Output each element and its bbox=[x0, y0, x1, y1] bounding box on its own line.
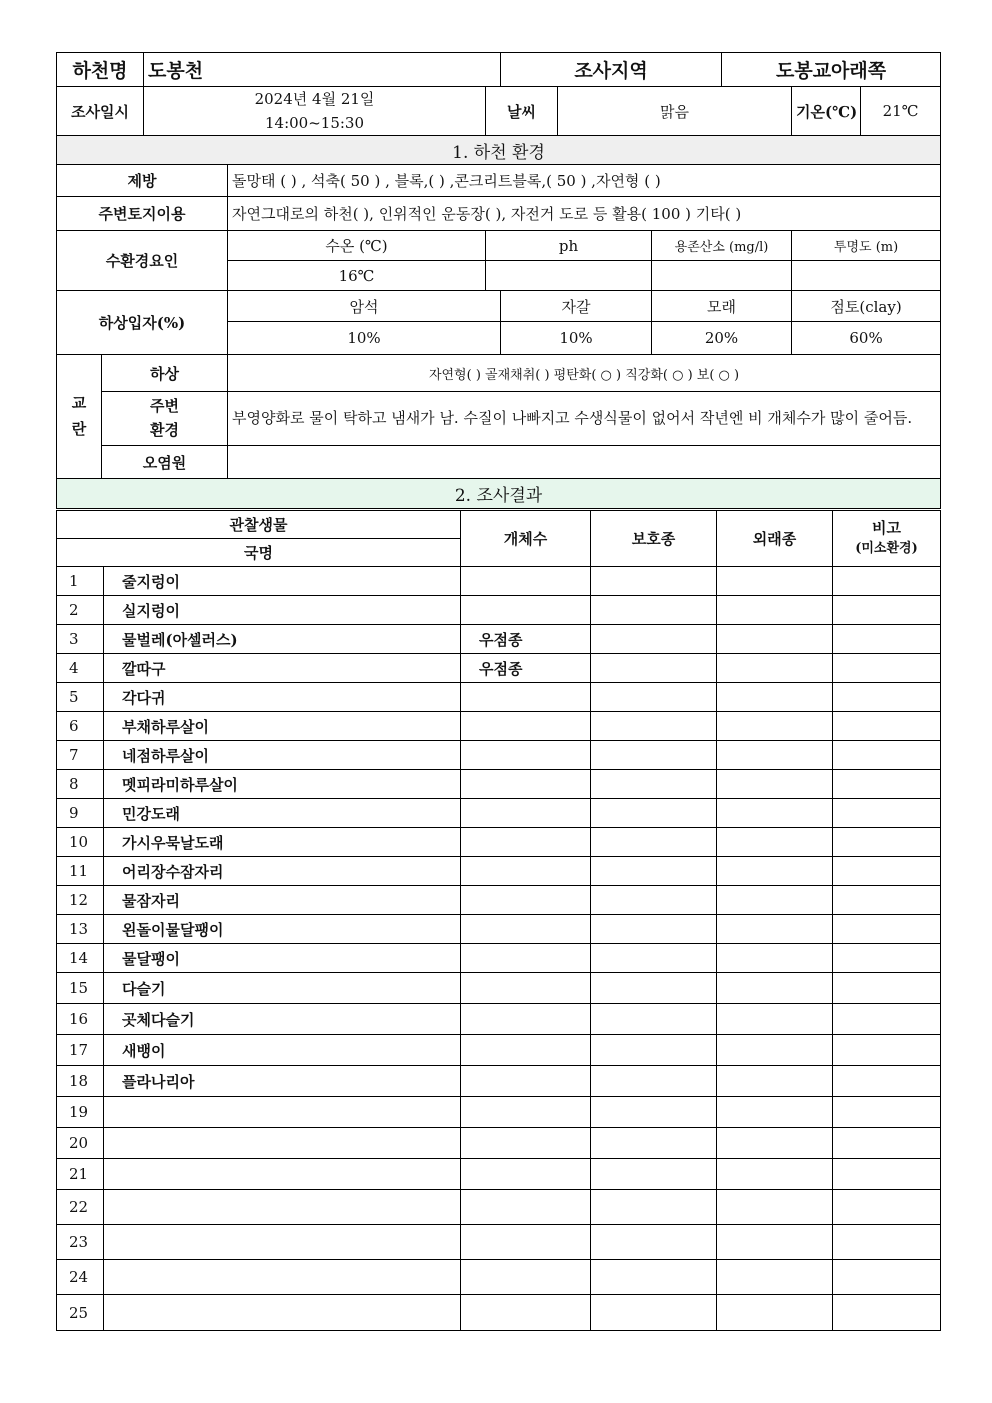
weather-value: 맑음 bbox=[558, 87, 792, 136]
weather-label: 날씨 bbox=[486, 87, 558, 136]
protected-cell bbox=[591, 683, 717, 712]
species-name bbox=[104, 1225, 461, 1260]
alien-species-header: 외래종 bbox=[717, 511, 833, 567]
species-name: 민강도래 bbox=[104, 799, 461, 828]
protected-cell bbox=[591, 596, 717, 625]
note-cell bbox=[833, 567, 941, 596]
protected-species-header: 보호종 bbox=[591, 511, 717, 567]
water-factors-label: 수환경요인 bbox=[57, 231, 228, 291]
species-name bbox=[104, 1159, 461, 1190]
row-number: 24 bbox=[57, 1260, 104, 1295]
note-cell bbox=[833, 973, 941, 1004]
note-cell bbox=[833, 799, 941, 828]
table-row bbox=[57, 799, 941, 828]
alien-cell bbox=[717, 1035, 833, 1066]
note-cell bbox=[833, 1295, 941, 1331]
land-use-value: 자연그대로의 하천( ), 인위적인 운동장( ), 자전거 도로 등 활용( 100 ) 기타( ) bbox=[228, 197, 941, 231]
protected-cell bbox=[591, 1004, 717, 1035]
note-cell bbox=[833, 1225, 941, 1260]
alien-cell bbox=[717, 944, 833, 973]
note-cell bbox=[833, 1128, 941, 1159]
note-header-title: 비고 bbox=[872, 519, 901, 538]
alien-cell bbox=[717, 567, 833, 596]
surroundings-label-line2: 환경 bbox=[150, 420, 179, 439]
survey-date-label: 조사일시 bbox=[57, 87, 144, 136]
alien-cell bbox=[717, 1066, 833, 1097]
count-cell: 우점종 bbox=[461, 625, 591, 654]
surroundings-value: 부영양화로 물이 탁하고 냄새가 남. 수질이 나빠지고 수생식물이 없어서 작년엔 비 개체수가 많이 줄어듬. bbox=[228, 392, 941, 446]
protected-cell bbox=[591, 944, 717, 973]
ph-header: ph bbox=[486, 231, 652, 261]
row-number: 21 bbox=[57, 1159, 104, 1190]
count-cell bbox=[461, 799, 591, 828]
row-number: 7 bbox=[57, 741, 104, 770]
dissolved-oxygen-value bbox=[652, 261, 792, 291]
count-cell bbox=[461, 1097, 591, 1128]
row-number: 9 bbox=[57, 799, 104, 828]
note-cell bbox=[833, 857, 941, 886]
transparency-value bbox=[792, 261, 941, 291]
protected-cell bbox=[591, 1159, 717, 1190]
species-name: 왼돌이물달팽이 bbox=[104, 915, 461, 944]
count-cell: 우점종 bbox=[461, 654, 591, 683]
survey-area-label: 조사지역 bbox=[501, 53, 722, 87]
species-name: 물달팽이 bbox=[104, 944, 461, 973]
table-row bbox=[57, 1004, 941, 1035]
note-cell bbox=[833, 625, 941, 654]
dissolved-oxygen-header: 용존산소 (mg/l) bbox=[652, 231, 792, 261]
species-name: 새뱅이 bbox=[104, 1035, 461, 1066]
protected-cell bbox=[591, 567, 717, 596]
note-cell bbox=[833, 828, 941, 857]
row-number: 13 bbox=[57, 915, 104, 944]
note-cell bbox=[833, 915, 941, 944]
species-name: 물벌레(아셀러스) bbox=[104, 625, 461, 654]
table-row bbox=[57, 915, 941, 944]
alien-cell bbox=[717, 654, 833, 683]
surroundings-label bbox=[102, 392, 228, 446]
table-row bbox=[57, 1190, 941, 1225]
row-number: 8 bbox=[57, 770, 104, 799]
table-row bbox=[57, 1260, 941, 1295]
species-name bbox=[104, 1260, 461, 1295]
protected-cell bbox=[591, 973, 717, 1004]
protected-cell bbox=[591, 1260, 717, 1295]
note-cell bbox=[833, 683, 941, 712]
protected-cell bbox=[591, 915, 717, 944]
alien-cell bbox=[717, 886, 833, 915]
protected-cell bbox=[591, 886, 717, 915]
species-name bbox=[104, 1190, 461, 1225]
table-row bbox=[57, 596, 941, 625]
observed-organisms-header: 관찰생물 bbox=[57, 511, 461, 539]
protected-cell bbox=[591, 1097, 717, 1128]
table-row bbox=[57, 1295, 941, 1331]
species-name: 줄지렁이 bbox=[104, 567, 461, 596]
section-title-results: 2. 조사결과 bbox=[57, 479, 941, 509]
alien-cell bbox=[717, 1225, 833, 1260]
protected-cell bbox=[591, 770, 717, 799]
protected-cell bbox=[591, 654, 717, 683]
count-cell bbox=[461, 1066, 591, 1097]
table-row bbox=[57, 654, 941, 683]
count-header: 개체수 bbox=[461, 511, 591, 567]
row-number: 6 bbox=[57, 712, 104, 741]
count-cell bbox=[461, 741, 591, 770]
species-name: 가시우묵날도래 bbox=[104, 828, 461, 857]
alien-cell bbox=[717, 712, 833, 741]
table-row bbox=[57, 1225, 941, 1260]
land-use-label: 주변토지이용 bbox=[57, 197, 228, 231]
protected-cell bbox=[591, 1035, 717, 1066]
table-row bbox=[57, 1066, 941, 1097]
protected-cell bbox=[591, 625, 717, 654]
count-cell bbox=[461, 1159, 591, 1190]
note-cell bbox=[833, 1190, 941, 1225]
table-row bbox=[57, 944, 941, 973]
species-name bbox=[104, 1295, 461, 1331]
gravel-value: 10% bbox=[501, 322, 652, 355]
count-cell bbox=[461, 944, 591, 973]
row-number: 5 bbox=[57, 683, 104, 712]
count-cell bbox=[461, 828, 591, 857]
species-name: 실지렁이 bbox=[104, 596, 461, 625]
survey-time: 14:00~15:30 bbox=[264, 114, 365, 132]
note-cell bbox=[833, 1260, 941, 1295]
count-cell bbox=[461, 567, 591, 596]
count-cell bbox=[461, 712, 591, 741]
ph-value bbox=[486, 261, 652, 291]
bed-particle-label: 하상입자(%) bbox=[57, 291, 228, 355]
protected-cell bbox=[591, 828, 717, 857]
table-row bbox=[57, 770, 941, 799]
count-cell bbox=[461, 1128, 591, 1159]
alien-cell bbox=[717, 741, 833, 770]
row-number: 23 bbox=[57, 1225, 104, 1260]
table-row bbox=[57, 683, 941, 712]
note-cell bbox=[833, 1097, 941, 1128]
count-cell bbox=[461, 857, 591, 886]
count-cell bbox=[461, 1190, 591, 1225]
table-row bbox=[57, 857, 941, 886]
survey-date: 2024년 4월 21일 bbox=[254, 90, 375, 108]
row-number: 22 bbox=[57, 1190, 104, 1225]
protected-cell bbox=[591, 1128, 717, 1159]
count-cell bbox=[461, 1004, 591, 1035]
species-name: 부채하루살이 bbox=[104, 712, 461, 741]
table-row bbox=[57, 973, 941, 1004]
table-row bbox=[57, 567, 941, 596]
table-row bbox=[57, 1035, 941, 1066]
count-cell bbox=[461, 973, 591, 1004]
species-name: 깔따구 bbox=[104, 654, 461, 683]
note-cell bbox=[833, 654, 941, 683]
row-number: 2 bbox=[57, 596, 104, 625]
embankment-value: 돌망태 ( ) , 석축( 50 ) , 블록,( ) ,콘크리트블록,( 50 ) ,자연형 ( ) bbox=[228, 165, 941, 197]
sand-header: 모래 bbox=[652, 291, 792, 322]
species-name bbox=[104, 1128, 461, 1159]
embankment-label: 제방 bbox=[57, 165, 228, 197]
protected-cell bbox=[591, 799, 717, 828]
row-number: 14 bbox=[57, 944, 104, 973]
protected-cell bbox=[591, 1066, 717, 1097]
row-number: 1 bbox=[57, 567, 104, 596]
table-row bbox=[57, 1159, 941, 1190]
rock-header: 암석 bbox=[228, 291, 501, 322]
row-number: 19 bbox=[57, 1097, 104, 1128]
count-cell bbox=[461, 915, 591, 944]
transparency-header: 투명도 (m) bbox=[792, 231, 941, 261]
disturbance-label: 교란 bbox=[57, 355, 102, 479]
protected-cell bbox=[591, 741, 717, 770]
note-cell bbox=[833, 741, 941, 770]
row-number: 15 bbox=[57, 973, 104, 1004]
protected-cell bbox=[591, 1190, 717, 1225]
note-cell bbox=[833, 596, 941, 625]
count-cell bbox=[461, 1035, 591, 1066]
row-number: 17 bbox=[57, 1035, 104, 1066]
rock-value: 10% bbox=[228, 322, 501, 355]
protected-cell bbox=[591, 712, 717, 741]
clay-value: 60% bbox=[792, 322, 941, 355]
note-cell bbox=[833, 770, 941, 799]
alien-cell bbox=[717, 1097, 833, 1128]
temperature-label: 기온(℃) bbox=[792, 87, 861, 136]
protected-cell bbox=[591, 1225, 717, 1260]
survey-date-value bbox=[144, 87, 486, 136]
count-cell bbox=[461, 683, 591, 712]
pollution-source-value bbox=[228, 446, 941, 479]
row-number: 25 bbox=[57, 1295, 104, 1331]
table-row bbox=[57, 886, 941, 915]
count-cell bbox=[461, 1260, 591, 1295]
alien-cell bbox=[717, 1159, 833, 1190]
sand-value: 20% bbox=[652, 322, 792, 355]
river-name-value: 도봉천 bbox=[144, 53, 501, 87]
row-number: 3 bbox=[57, 625, 104, 654]
count-cell bbox=[461, 596, 591, 625]
pollution-source-label: 오염원 bbox=[102, 446, 228, 479]
note-cell bbox=[833, 1004, 941, 1035]
row-number: 20 bbox=[57, 1128, 104, 1159]
count-cell bbox=[461, 886, 591, 915]
table-row bbox=[57, 712, 941, 741]
count-cell bbox=[461, 770, 591, 799]
row-number: 4 bbox=[57, 654, 104, 683]
alien-cell bbox=[717, 857, 833, 886]
surroundings-label-line1: 주변 bbox=[150, 397, 179, 416]
protected-cell bbox=[591, 857, 717, 886]
alien-cell bbox=[717, 625, 833, 654]
korean-name-header: 국명 bbox=[57, 539, 461, 567]
note-cell bbox=[833, 1035, 941, 1066]
note-header-sub: (미소환경) bbox=[855, 540, 918, 556]
note-cell bbox=[833, 712, 941, 741]
species-name: 어리장수잠자리 bbox=[104, 857, 461, 886]
results-table bbox=[56, 510, 941, 1331]
note-cell bbox=[833, 1159, 941, 1190]
alien-cell bbox=[717, 1004, 833, 1035]
temperature-value: 21℃ bbox=[861, 87, 941, 136]
row-number: 12 bbox=[57, 886, 104, 915]
alien-cell bbox=[717, 1190, 833, 1225]
river-name-label: 하천명 bbox=[57, 53, 144, 87]
note-cell bbox=[833, 944, 941, 973]
alien-cell bbox=[717, 1260, 833, 1295]
table-row bbox=[57, 1097, 941, 1128]
row-number: 16 bbox=[57, 1004, 104, 1035]
table-row bbox=[57, 625, 941, 654]
riverbed-value: 자연형( ) 골재채취( ) 평탄화( ○ ) 직강화( ○ ) 보( ○ ) bbox=[228, 355, 941, 392]
species-name: 각다귀 bbox=[104, 683, 461, 712]
section-title-environment: 1. 하천 환경 bbox=[57, 136, 941, 165]
alien-cell bbox=[717, 770, 833, 799]
environment-table bbox=[56, 52, 941, 509]
species-name: 네점하루살이 bbox=[104, 741, 461, 770]
species-name: 다슬기 bbox=[104, 973, 461, 1004]
note-cell bbox=[833, 886, 941, 915]
note-header bbox=[833, 511, 941, 567]
gravel-header: 자갈 bbox=[501, 291, 652, 322]
count-cell bbox=[461, 1295, 591, 1331]
protected-cell bbox=[591, 1295, 717, 1331]
alien-cell bbox=[717, 973, 833, 1004]
alien-cell bbox=[717, 683, 833, 712]
water-temp-header: 수온 (℃) bbox=[228, 231, 486, 261]
water-temp-value: 16℃ bbox=[228, 261, 486, 291]
alien-cell bbox=[717, 799, 833, 828]
survey-area-value: 도봉교아래쪽 bbox=[722, 53, 941, 87]
clay-header: 점토(clay) bbox=[792, 291, 941, 322]
table-row bbox=[57, 828, 941, 857]
alien-cell bbox=[717, 596, 833, 625]
table-row bbox=[57, 1128, 941, 1159]
alien-cell bbox=[717, 915, 833, 944]
species-name: 플라나리아 bbox=[104, 1066, 461, 1097]
note-cell bbox=[833, 1066, 941, 1097]
row-number: 10 bbox=[57, 828, 104, 857]
alien-cell bbox=[717, 828, 833, 857]
species-name: 물잠자리 bbox=[104, 886, 461, 915]
count-cell bbox=[461, 1225, 591, 1260]
species-name: 곳체다슬기 bbox=[104, 1004, 461, 1035]
row-number: 11 bbox=[57, 857, 104, 886]
riverbed-label: 하상 bbox=[102, 355, 228, 392]
alien-cell bbox=[717, 1128, 833, 1159]
species-name bbox=[104, 1097, 461, 1128]
species-name: 멧피라미하루살이 bbox=[104, 770, 461, 799]
table-row bbox=[57, 741, 941, 770]
alien-cell bbox=[717, 1295, 833, 1331]
row-number: 18 bbox=[57, 1066, 104, 1097]
